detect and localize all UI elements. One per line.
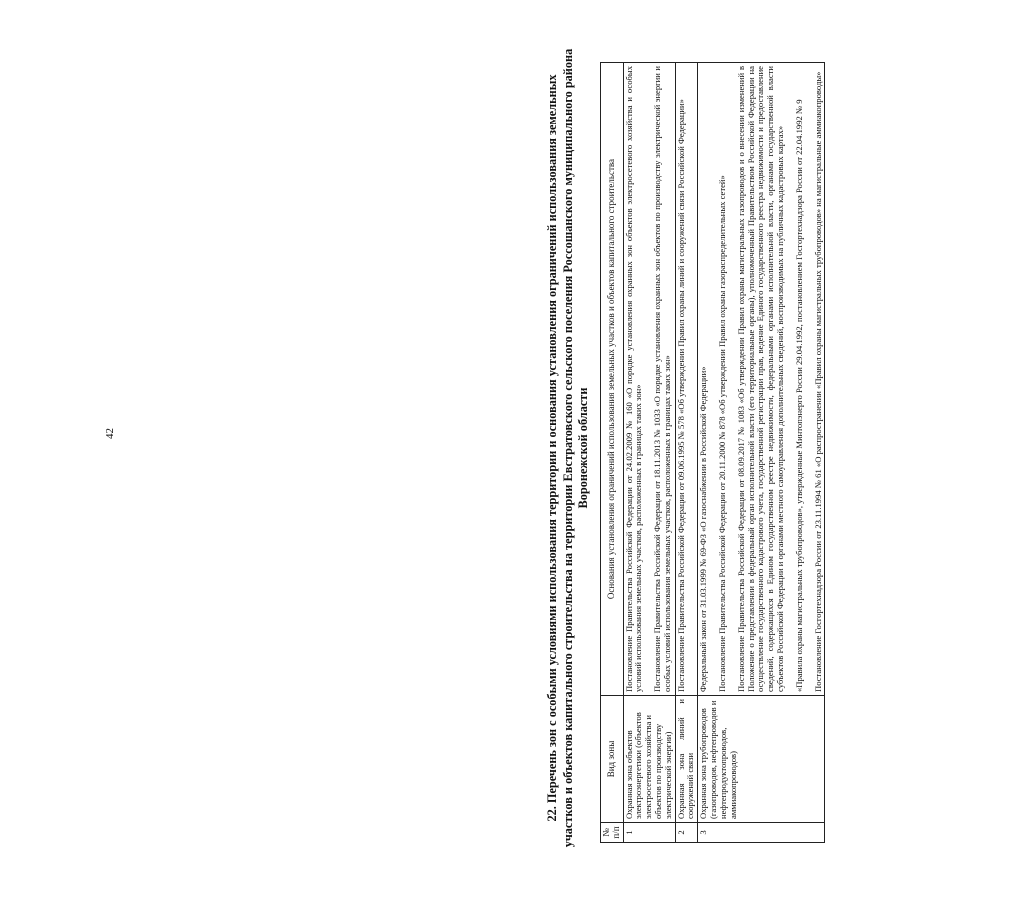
row-basis bbox=[623, 63, 675, 696]
basis-item: Постановление Правительства Российской Федерации от 20.11.2000 № 878 «Об утверждении Правил охраны газораспределительных сетей» bbox=[716, 175, 727, 692]
row-num: 3 bbox=[698, 823, 825, 843]
basis-item: Постановление Правительства Российской Федерации от 09.06.1995 № 578 «Об утверждении Правил охраны линий и сооружений связи Российской Федерации» bbox=[675, 99, 686, 692]
document-title: 22. Перечень зон с особыми условиями использования территории и основания установления ограничений использования земельных участков и объектов капитального строительства на территории Евстратовского сельского поселения Россошанского муниципального района Воронежской области bbox=[545, 48, 590, 848]
row-zone-type: Охранная зона объектов электроэнергетики (объектов электросетевого хозяйства и объектов по производству электрической энергии) bbox=[623, 696, 675, 823]
zones-table bbox=[600, 62, 825, 843]
row-zone-type: Охранная зона трубопроводов (газопроводов, нефтепроводов и нефтепродуктопроводов, аммиакопроводов) bbox=[698, 696, 825, 823]
row-num: 2 bbox=[675, 823, 698, 843]
basis-item: Постановление Правительства Российской Федерации от 08.09.2017 № 1083 «Об утверждении Правил охраны магистральных газопроводов и о внесении изменений в Положение о представлении в федеральный орган исполнительной власти (его территориальные органы), уполномоченный Правительством Российской Федерации на осуществление государственного кадастрового учета, государственной регистрации прав, ведение Единого государственного реестра недвижимости и предоставление сведений, содержащихся в Едином государственном реестре недвижимости, федеральными органами исполнительной власти, органами государственной власти субъектов Российской Федерации и органами местного самоуправления дополнительных сведений, воспроизводимых на публичных кадастровых картах» bbox=[735, 66, 785, 692]
row-zone-type: Охранная зона линий и сооружений связи bbox=[675, 696, 698, 823]
header-num: № п/п bbox=[601, 823, 624, 843]
basis-item: Постановление Правительства Российской Федерации от 18.11.2013 № 1033 «О порядке установления охранных зон объектов по производству электрической энергии и особых условий использования земельных участков, расположенных в границах таких зон» bbox=[652, 66, 672, 692]
table-row bbox=[675, 63, 698, 843]
table-row bbox=[623, 63, 675, 843]
row-num: 1 bbox=[623, 823, 675, 843]
row-basis bbox=[675, 63, 698, 696]
row-basis bbox=[698, 63, 825, 696]
basis-item: Постановление Правительства Российской Федерации от 24.02.2009 № 160 «О порядке установления охранных зон объектов электросетевого хозяйства и особых условий использования земельных участков, расположенных в границах таких зон» bbox=[623, 66, 644, 692]
basis-item: «Правила охраны магистральных трубопроводов», утвержденные Минтопэнерго России 29.04.1992, постановлением Госгортехнадзора России от 22.04.1992 № 9 bbox=[793, 99, 804, 692]
header-zone-type: Вид зоны bbox=[601, 696, 624, 823]
page-number: 42 bbox=[104, 428, 116, 439]
basis-item: Постановление Госгортехнадзора России от 23.11.1994 № 61 «О распространении «Правил охраны магистральных трубопроводов» на магистральные аммиакопроводы» bbox=[812, 71, 823, 692]
rotated-content bbox=[545, 48, 1015, 848]
header-basis: Основания установления ограничений использования земельных участков и объектов капитального строительства bbox=[601, 63, 624, 696]
table-header-row bbox=[601, 63, 624, 843]
basis-item: Федеральный закон от 31.03.1999 № 69-ФЗ «О газоснабжении в Российской Федерации» bbox=[698, 366, 709, 692]
table-row bbox=[698, 63, 825, 843]
